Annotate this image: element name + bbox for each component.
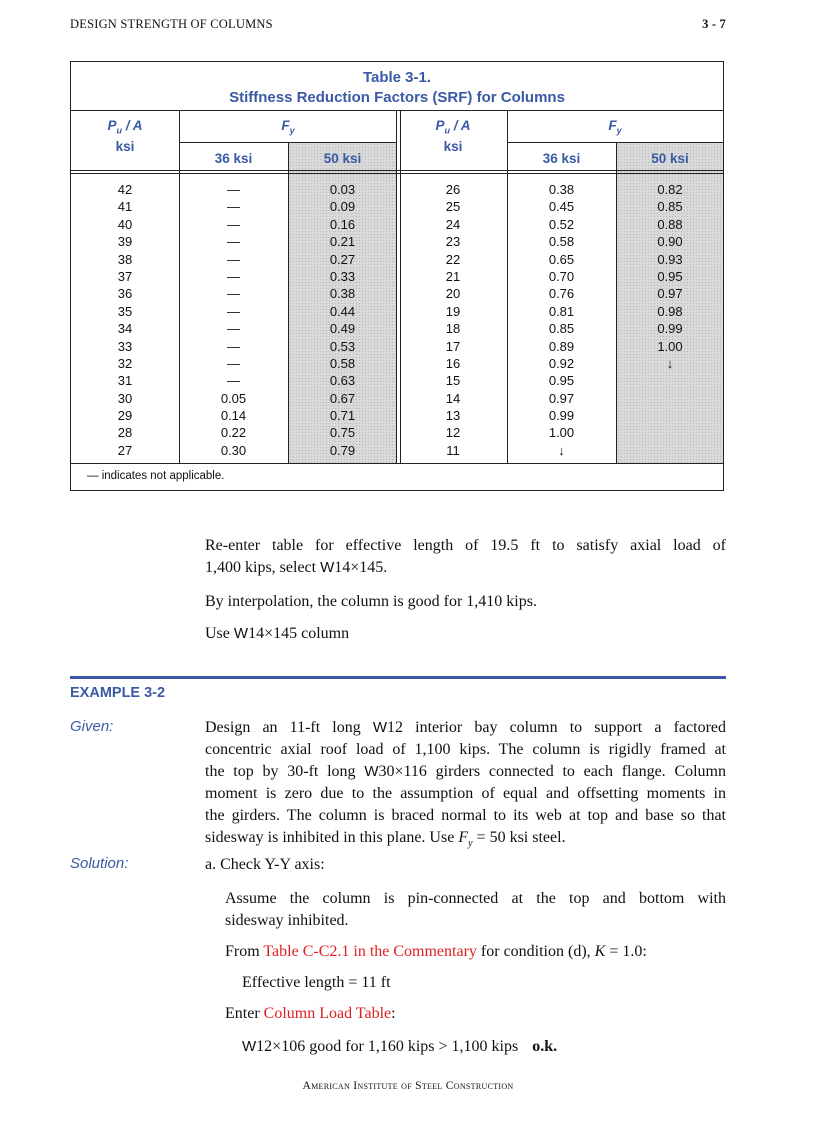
table-cell: 16 [445, 355, 461, 371]
header-50-right: 50 ksi [651, 151, 689, 166]
table-cell: 1.00 [548, 425, 575, 441]
table-cell: — [227, 251, 240, 267]
given-line-4: moment is zero due to the assumption of equal and offsetting moments in [205, 785, 726, 802]
table-cell: 0.65 [548, 251, 575, 267]
header-36-left: 36 ksi [214, 151, 253, 166]
reenter-line-2: 1,400 kips, select W14×145. [205, 559, 388, 576]
table-cell: 0.03 [329, 182, 356, 197]
column-load-table-link[interactable]: Column Load Table [263, 1005, 392, 1022]
table-cell: 35 [117, 303, 133, 319]
from-paragraph: From Table C-C2.1 in the Commentary for condition (d), K = 1.0: [225, 943, 647, 960]
table-cell: 15 [445, 373, 461, 389]
col-left-50 [289, 181, 396, 459]
assume-paragraph [225, 888, 726, 932]
section-rule [70, 676, 726, 679]
given-line-2: concentric axial roof load of 1,100 kips. The column is rigidly framed at [205, 741, 726, 758]
table-cell: 0.44 [329, 303, 356, 319]
page-number: 3 - 7 [702, 17, 726, 31]
table-cell: 0.99 [657, 321, 683, 337]
table-cell: 0.92 [548, 355, 575, 371]
table-cell [617, 424, 723, 441]
assume-line-1: Assume the column is pin-connected at the top and bottom with [225, 890, 726, 907]
header-ksi-left: ksi [115, 138, 135, 154]
table-cell: 0.52 [548, 216, 575, 232]
table-cell: 0.88 [657, 216, 683, 232]
table-cell: 32 [117, 355, 133, 371]
reenter-line-1: Re-enter table for effective length of 19.5 ft to satisfy axial load of [205, 537, 726, 554]
assume-line-2: sidesway inhibited. [225, 912, 349, 929]
given-line-1: Design an 11-ft long W12 interior bay column to support a factored [205, 719, 726, 736]
table-cell: 30 [117, 390, 133, 406]
effective-length: Effective length = 11 ft [242, 974, 391, 991]
col-left-36 [179, 181, 288, 459]
table-cell: — [227, 303, 240, 319]
table-cell: 12 [445, 425, 461, 441]
table-cell: 22 [445, 251, 461, 267]
table-cell [617, 442, 723, 459]
interpolation-paragraph: By interpolation, the column is good for 1,410 kips. [205, 593, 537, 610]
col-right-36 [507, 181, 616, 459]
table-title [71, 68, 723, 108]
table-cell: 0.58 [329, 355, 356, 371]
header-36-right: 36 ksi [542, 151, 581, 166]
rule-above-footnote [71, 463, 723, 464]
table-cell: ↓ [666, 355, 674, 371]
header-pu-right: $P_u$ / A ksi [399, 118, 507, 155]
given-line-5: the girders. The column is braced normal to its web at top and base so that [205, 807, 726, 824]
good-line: W12×106 good for 1,160 kips > 1,100 kips o.k. [242, 1038, 558, 1055]
given-label: Given: [70, 718, 114, 735]
table-cell [617, 372, 723, 389]
footer-text: American Institute of Steel Construction [302, 1080, 514, 1092]
table-cell: 0.85 [657, 199, 683, 215]
col-right-pu [399, 181, 507, 459]
table-cell: 0.30 [220, 442, 247, 458]
solution-label: Solution: [70, 855, 129, 872]
chapter-title: DESIGN STRENGTH OF COLUMNS [70, 17, 273, 31]
table-cell: 0.95 [548, 373, 575, 389]
table-cell: 0.85 [548, 321, 575, 337]
table-cell: 0.93 [657, 251, 683, 267]
table-cell: 0.33 [329, 268, 356, 284]
table-cell: 36 [117, 286, 133, 302]
example-heading: EXAMPLE 3-2 [70, 685, 166, 701]
table-cell: 0.05 [220, 390, 247, 406]
table-cell: 0.95 [657, 268, 683, 284]
table-cell: 0.98 [657, 303, 683, 319]
table-cell: 0.99 [548, 408, 575, 424]
table-cell: 42 [117, 182, 133, 197]
table-cell: 0.90 [657, 234, 683, 250]
table-cell: 23 [445, 234, 461, 250]
table-footnote: — indicates not applicable. [87, 470, 225, 482]
col-left-pu [71, 181, 179, 459]
table-cell: 0.75 [329, 425, 356, 441]
table-cell: 0.97 [657, 286, 683, 302]
table-cell: 40 [117, 216, 133, 232]
table-cell: 13 [445, 408, 461, 424]
table-number: Table 3-1. [362, 69, 432, 86]
table-cell: 0.38 [329, 286, 356, 302]
table-cell: 17 [445, 338, 461, 354]
table-cell: 0.67 [329, 390, 356, 406]
table-cell: 0.97 [548, 390, 575, 406]
table-cell: 0.81 [548, 303, 575, 319]
given-line-3: the top by 30-ft long W30×116 girders connected to each flange. Column [205, 763, 727, 780]
table-cell: 28 [117, 425, 133, 441]
ok-check: o.k. [532, 1038, 558, 1055]
table-cell: 31 [117, 373, 133, 389]
table-cell: 0.63 [329, 373, 356, 389]
table-cell: — [227, 355, 240, 371]
table-cell: — [227, 216, 240, 232]
header-fy-right: $F_y$ [608, 118, 622, 136]
enter-paragraph: Enter Column Load Table: [225, 1005, 396, 1022]
table-cell: 0.45 [548, 199, 575, 215]
table-cell: 1.00 [657, 338, 683, 354]
col-right-50 [617, 181, 723, 459]
table-cell: 0.49 [329, 321, 356, 337]
table-cell: 29 [117, 408, 133, 424]
table-cell: 0.71 [329, 408, 356, 424]
step-a: a. Check Y-Y axis: [205, 856, 325, 873]
running-head [70, 17, 726, 33]
commentary-link[interactable]: Table C-C2.1 in the Commentary [263, 943, 477, 960]
table-cell: 0.70 [548, 268, 575, 284]
table-cell: 0.38 [548, 182, 575, 197]
table-cell: — [227, 182, 240, 197]
table-cell: ↓ [558, 442, 565, 458]
table-cell: 41 [117, 199, 133, 215]
given-line-6: sidesway is inhibited in this plane. Use $F_y = 50$ ksi steel. [205, 829, 566, 850]
table-cell: 0.89 [548, 338, 575, 354]
table-cell: — [227, 373, 240, 389]
table-cell: 33 [117, 338, 133, 354]
table-cell: 0.09 [329, 199, 356, 215]
table-cell: 20 [445, 286, 461, 302]
table-cell: 0.16 [329, 216, 356, 232]
header-50-left: 50 ksi [323, 151, 362, 166]
table-cell: 0.14 [220, 408, 247, 424]
table-cell: 14 [445, 390, 461, 406]
table-cell: 19 [445, 303, 461, 319]
table-cell: — [227, 286, 240, 302]
table-cell [617, 390, 723, 407]
table-cell: — [227, 234, 240, 250]
given-paragraph [205, 717, 726, 855]
table-cell: 24 [445, 216, 461, 232]
table-cell: 21 [445, 268, 461, 284]
table-cell: 34 [117, 321, 133, 337]
table-cell [617, 407, 723, 424]
table-cell: 0.27 [329, 251, 356, 267]
table-cell: 0.21 [329, 234, 356, 250]
table-caption: Stiffness Reduction Factors (SRF) for Columns [229, 89, 565, 106]
reenter-paragraph [205, 535, 726, 579]
rule-subheader-right [507, 142, 723, 143]
table-cell: 0.79 [329, 442, 356, 458]
table-cell: 18 [445, 321, 461, 337]
page-footer [0, 1080, 816, 1092]
use-paragraph: Use W14×145 column [205, 625, 350, 642]
table-cell: 25 [445, 199, 461, 215]
table-cell: 11 [446, 442, 460, 458]
table-cell: — [227, 338, 240, 354]
table-cell: 37 [117, 268, 133, 284]
header-fy-left: $F_y$ [281, 118, 295, 136]
table-cell: — [227, 199, 240, 215]
header-pu-left: $P_u$ / A ksi [71, 118, 179, 155]
table-cell: 0.58 [548, 234, 575, 250]
table-cell: 0.53 [329, 338, 356, 354]
table-cell: — [227, 268, 240, 284]
table-cell: — [227, 321, 240, 337]
table-cell: 0.22 [220, 425, 247, 441]
table-cell: 0.82 [657, 182, 683, 197]
table-cell: 0.76 [548, 286, 575, 302]
header-ksi-right: ksi [443, 138, 463, 154]
table-cell: 38 [117, 251, 133, 267]
table-cell: 27 [117, 442, 133, 458]
table-cell: 26 [445, 182, 461, 197]
srf-table [70, 61, 724, 491]
table-cell: 39 [117, 234, 133, 250]
